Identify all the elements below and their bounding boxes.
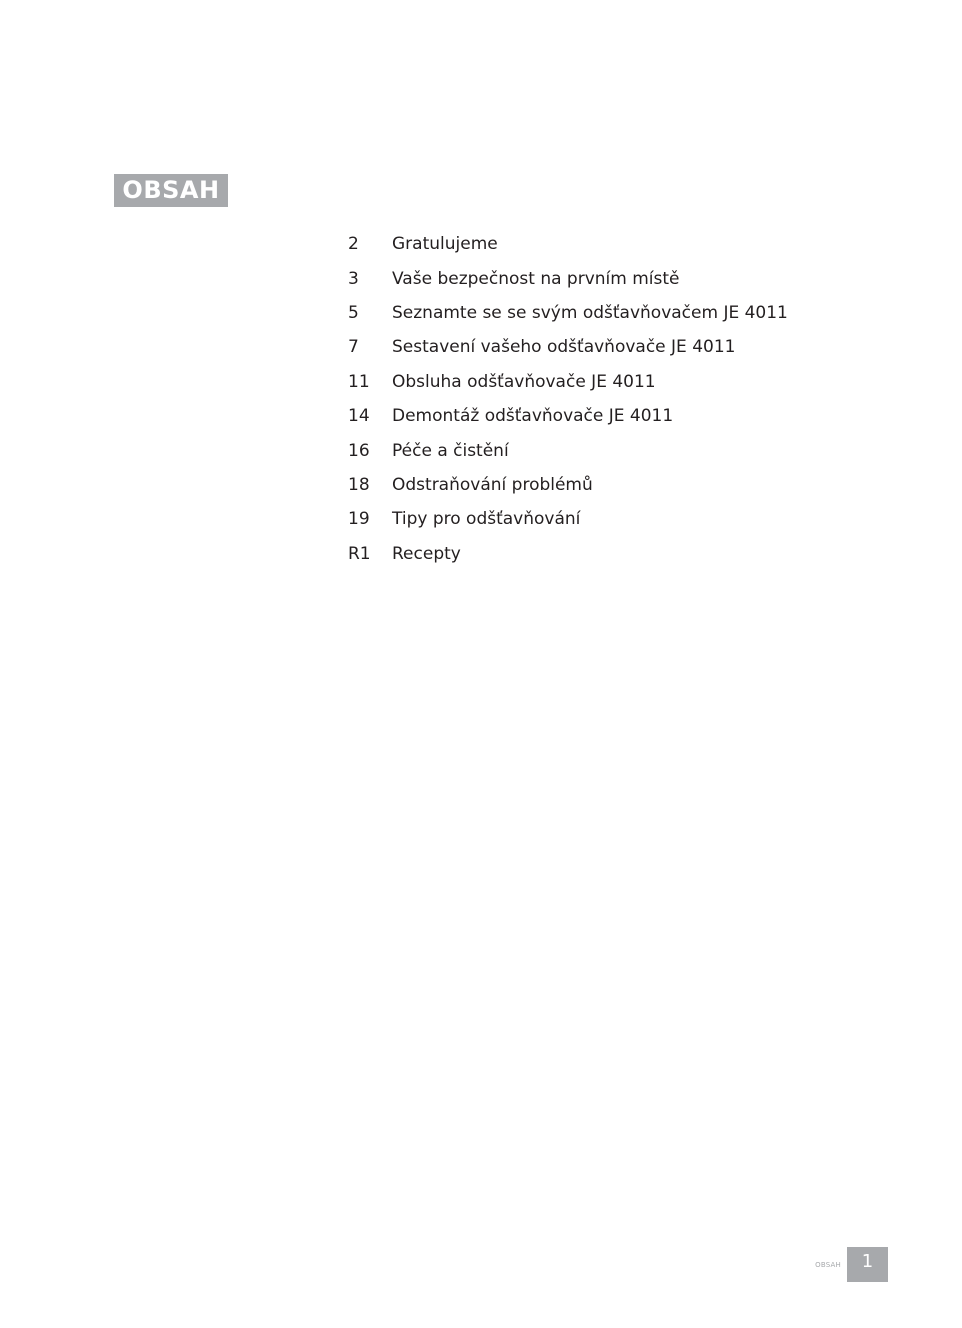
page-footer — [815, 1247, 888, 1282]
toc-page-number: 3 — [348, 268, 359, 289]
toc-entry — [348, 468, 788, 502]
toc-page-number: 18 — [348, 474, 370, 495]
toc-page-number: 7 — [348, 337, 359, 358]
toc-page-number: 19 — [348, 509, 370, 530]
toc-page-number: 14 — [348, 406, 370, 427]
toc-title: Tipy pro odšťavňování — [392, 509, 581, 530]
toc-entry — [348, 502, 788, 536]
table-of-contents — [348, 227, 788, 571]
toc-title: Obsluha odšťavňovače JE 4011 — [392, 371, 656, 392]
toc-title: Odstraňování problémů — [392, 474, 593, 495]
toc-page-number: 2 — [348, 234, 359, 255]
toc-title: Gratulujeme — [392, 234, 498, 255]
footer-page-number: 1 — [847, 1247, 888, 1282]
toc-entry — [348, 296, 788, 330]
toc-title: Demontáž odšťavňovače JE 4011 — [392, 406, 674, 427]
toc-title: Sestavení vašeho odšťavňovače JE 4011 — [392, 337, 736, 358]
toc-entry — [348, 261, 788, 295]
toc-title: Recepty — [392, 543, 461, 564]
toc-entry — [348, 365, 788, 399]
toc-entry — [348, 330, 788, 364]
toc-page-number: 11 — [348, 371, 370, 392]
toc-title: Péče a čistění — [392, 440, 509, 461]
page-title: OBSAH — [114, 174, 228, 207]
toc-entry — [348, 399, 788, 433]
toc-entry — [348, 227, 788, 261]
toc-entry — [348, 537, 788, 571]
footer-section-label: OBSAH — [815, 1260, 841, 1269]
toc-page-number: 5 — [348, 302, 359, 323]
toc-entry — [348, 433, 788, 467]
toc-page-number: R1 — [348, 543, 371, 564]
toc-page-number: 16 — [348, 440, 370, 461]
toc-title: Vaše bezpečnost na prvním místě — [392, 268, 680, 289]
toc-title: Seznamte se se svým odšťavňovačem JE 4011 — [392, 302, 788, 323]
